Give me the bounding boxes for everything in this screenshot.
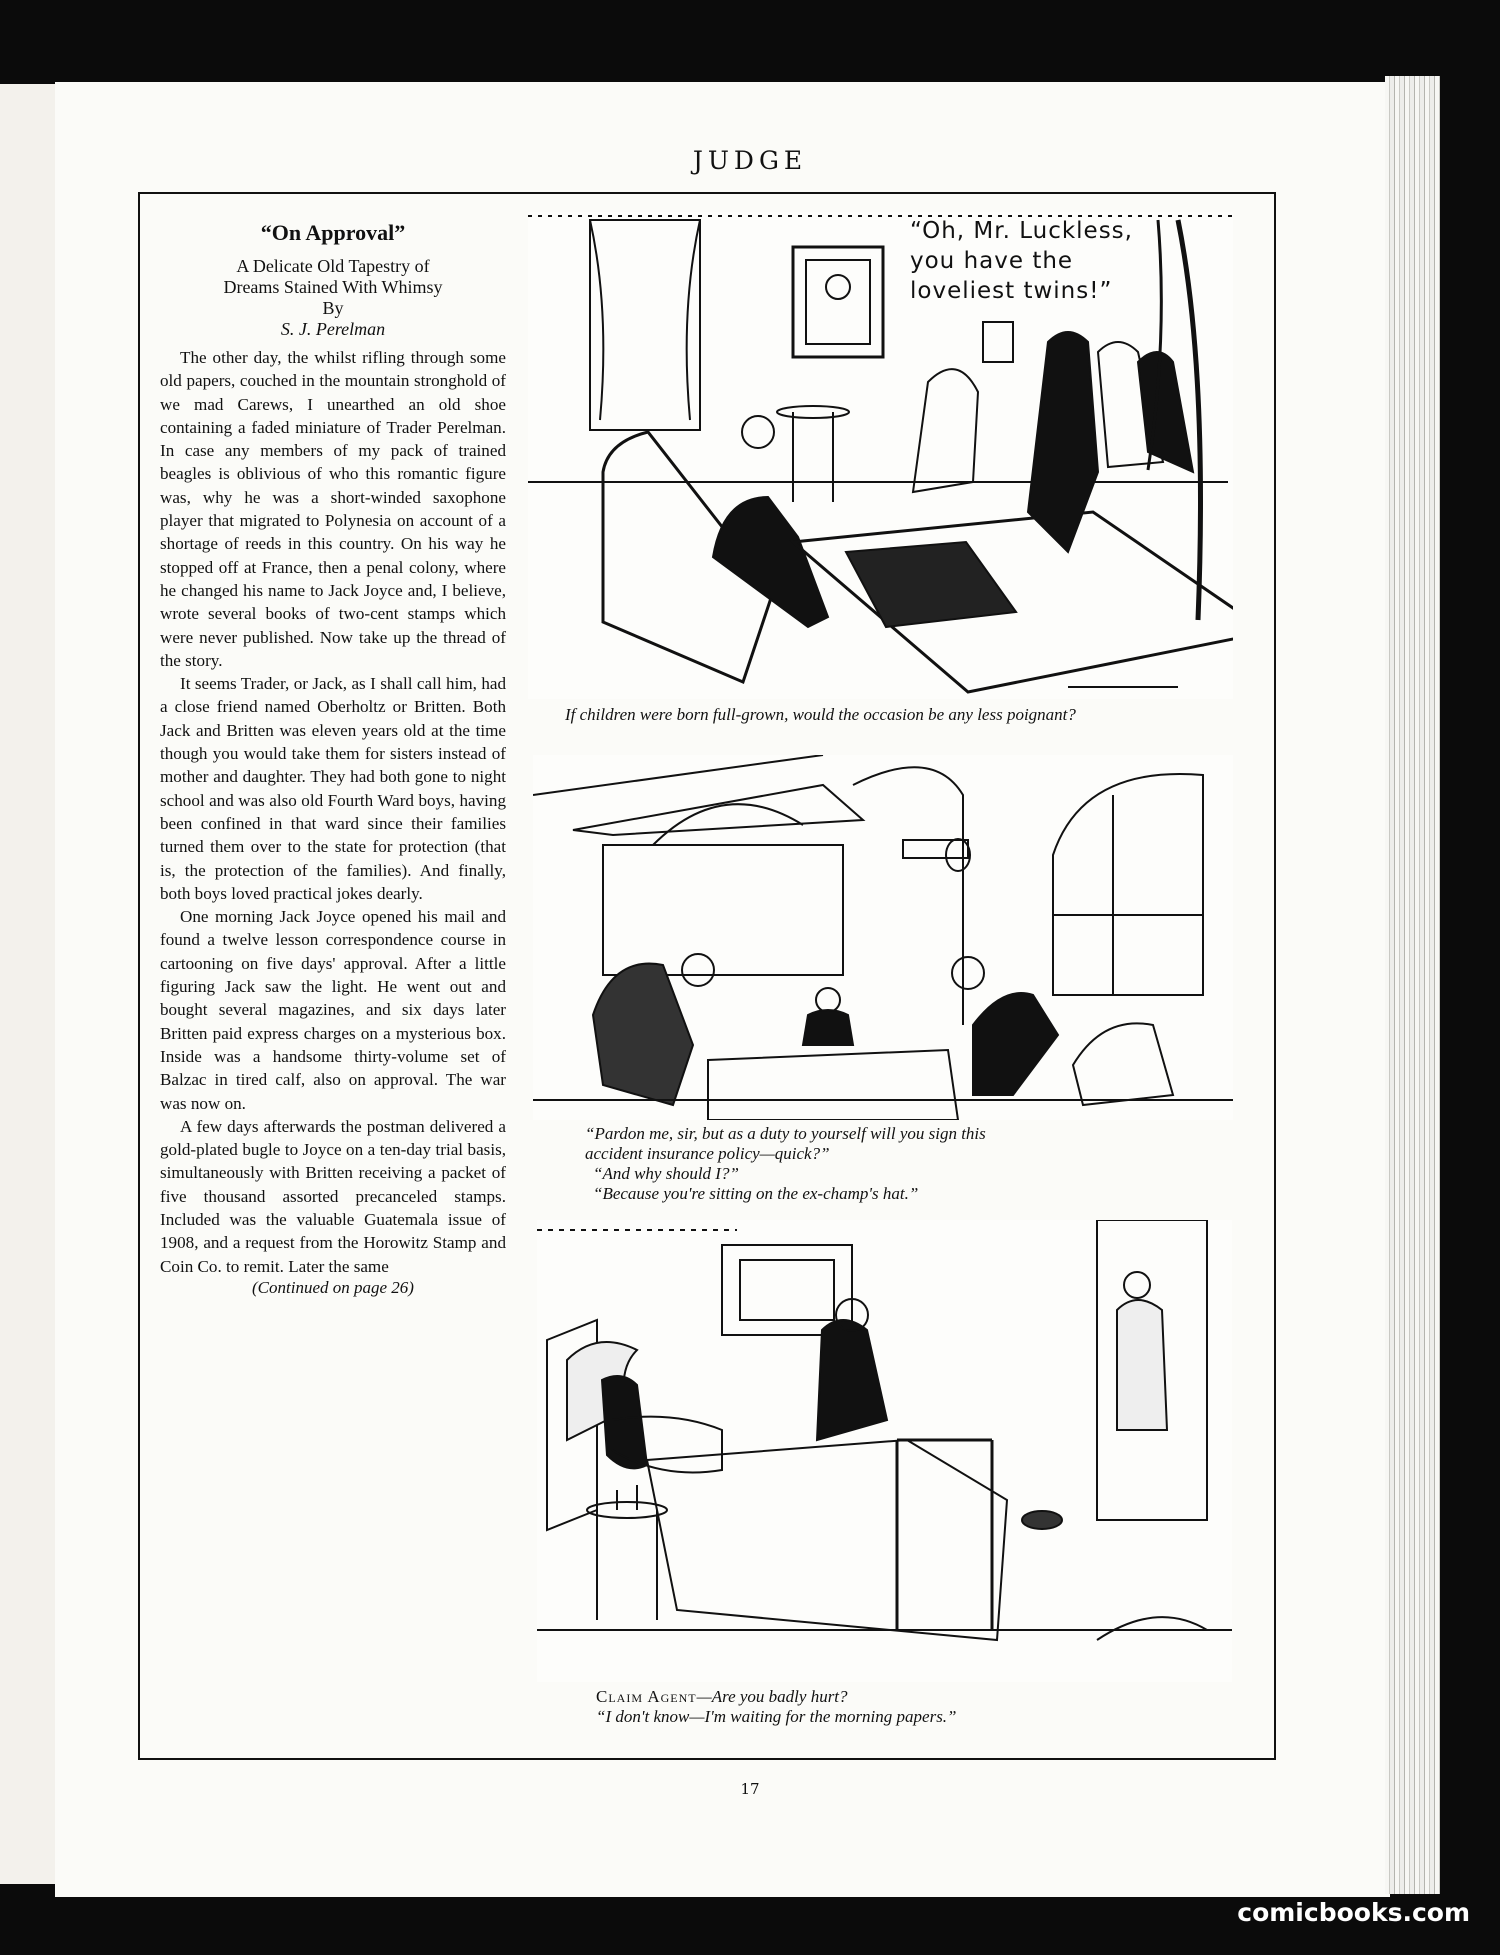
speech-balloon-line: loveliest twins!” — [910, 278, 1113, 304]
continued-note: (Continued on page 26) — [252, 1277, 414, 1297]
watermark: comicbooks.com — [1237, 1898, 1470, 1927]
page-stack-edge — [1385, 76, 1440, 1894]
caption-line — [596, 1687, 1196, 1707]
article-paragraph: A few days afterwards the postman delivered a gold-plated bugle to Joyce on a ten-day trial basis, simultaneously with Britten receiving a packet of five thousand assorted precanceled stamps. Included was the valuable Guatemala issue of 1908, and a request from the Horowitz Stamp and Coin Co. to remit. Later the same — [160, 1116, 506, 1276]
masthead: JUDGE — [692, 146, 808, 175]
cartoon-caption — [585, 1124, 1225, 1204]
article-byline: By — [322, 298, 344, 318]
article-subtitle-line: A Delicate Old Tapestry of — [236, 256, 430, 276]
caption-line: “Because you're sitting on the ex-champ's hat.” — [593, 1184, 919, 1203]
article-paragraph: One morning Jack Joyce opened his mail and found a twelve lesson correspondence course in cartooning on five days' approval. After a little figuring Jack saw the light. He went out and bought several magazines, and six days later Britten paid express charges on a mysterious box. Inside was a handsome thirty-volume set of Balzac in tired calf, also on approval. The war was now on. — [160, 907, 506, 1113]
article-column — [160, 220, 506, 1298]
speech-balloon-line: “Oh, Mr. Luckless, — [910, 218, 1133, 244]
caption-line: accident insurance policy—quick?” — [585, 1144, 830, 1163]
cartoon-caption — [596, 1687, 1196, 1727]
cartoon-caption: If children were born full-grown, would the occasion be any less poignant? — [565, 705, 1076, 724]
article-author: S. J. Perelman — [280, 319, 386, 339]
cartoon-hospital-room-illustration — [537, 1220, 1232, 1682]
speech-balloon — [910, 216, 1133, 306]
article-subtitle-line: Dreams Stained With Whimsy — [223, 277, 443, 297]
caption-line: “I don't know—I'm waiting for the morning papers.” — [596, 1707, 957, 1726]
article-title: “On Approval” — [260, 220, 406, 245]
speech-balloon-line: you have the — [910, 248, 1074, 274]
caption-line: “Pardon me, sir, but as a duty to yourself will you sign this — [585, 1124, 986, 1143]
caption-line: “And why should I?” — [593, 1164, 739, 1183]
article-paragraph: The other day, the whilst rifling through some old papers, couched in the mountain stronghold of we mad Carews, I unearthed an old shoe containing a faded miniature of Trader Perelman. In case any members of my pack of trained beagles is oblivious of who this romantic figure was, why he was a short-winded saxophone player that migrated to Polynesia on account of a shortage of reeds in this country. On his way he stopped off at France, then a penal colony, where he changed his name to Jack Joyce and, I believe, wrote several books of two-cent stamps which were never published. Now take up the thread of the story. — [160, 348, 506, 670]
article-paragraph: It seems Trader, or Jack, as I shall call him, had a close friend named Oberholtz or Britten. Both Jack and Britten was eleven years old at the time though you would take them for sisters instead of mother and daughter. They had both gone to night school and was also old Fourth Ward boys, having been confined in that ward since their families turned them over to the state for protection (that is, the protection of the families). And finally, both boys loved practical jokes dearly. — [160, 674, 506, 903]
page-number: 17 — [740, 1780, 760, 1798]
caption-text: —Are you badly hurt? — [696, 1687, 848, 1706]
cartoon-dining-room-illustration — [533, 755, 1233, 1120]
caption-speaker: Claim Agent — [596, 1687, 697, 1706]
